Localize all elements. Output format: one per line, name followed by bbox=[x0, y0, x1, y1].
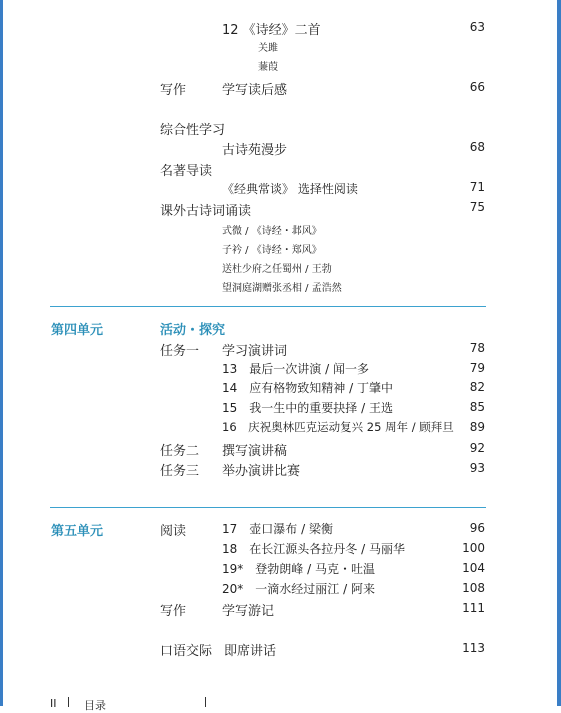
writing-page-1: 66 bbox=[469, 80, 485, 94]
lesson-12-page: 63 bbox=[469, 20, 485, 34]
unit-5-writing-page: 111 bbox=[462, 601, 485, 615]
writing-label-1: 写作 bbox=[160, 83, 187, 98]
unit-5-lesson-20-page: 108 bbox=[462, 581, 485, 595]
unit-5-lesson-17[interactable]: 17 壶口瀑布 / 梁衡 bbox=[222, 522, 333, 536]
unit-5-oral-title[interactable]: 即席讲话 bbox=[224, 644, 277, 659]
writing-title-1[interactable]: 学写读后感 bbox=[222, 83, 288, 98]
unit-5-oral-label: 口语交际 bbox=[160, 644, 213, 659]
classics-guide-page: 71 bbox=[469, 180, 485, 194]
section-divider-2 bbox=[50, 507, 486, 508]
unit-4-lesson-15[interactable]: 15 我一生中的重要抉择 / 王选 bbox=[222, 401, 393, 415]
page-frame-right bbox=[557, 0, 561, 706]
unit-5-writing-label: 写作 bbox=[160, 604, 187, 619]
extra-poem-3[interactable]: 送杜少府之任蜀州 / 王勃 bbox=[222, 264, 332, 275]
classics-guide-label: 名著导读 bbox=[160, 164, 213, 179]
subpoem-jianjia[interactable]: 蒹葭 bbox=[258, 62, 278, 73]
unit-4-lesson-14[interactable]: 14 应有格物致知精神 / 丁肇中 bbox=[222, 381, 393, 395]
unit-5-lesson-19-page: 104 bbox=[462, 561, 485, 575]
unit-4-lesson-15-page: 85 bbox=[469, 400, 485, 414]
unit-4-lesson-16[interactable]: 16 庆祝奥林匹克运动复兴 25 周年 / 顾拜旦 bbox=[222, 420, 454, 434]
unit-4-task-3-page: 93 bbox=[469, 461, 485, 475]
unit-4-task-1-label: 任务一 bbox=[160, 344, 200, 359]
integrated-study-title[interactable]: 古诗苑漫步 bbox=[222, 143, 288, 158]
classics-guide-title[interactable]: 《经典常谈》 选择性阅读 bbox=[222, 182, 358, 196]
unit-5-writing-title[interactable]: 学写游记 bbox=[222, 604, 275, 619]
unit-5-lesson-20[interactable]: 20* 一滴水经过丽江 / 阿来 bbox=[222, 582, 375, 596]
footer-label: 目录 bbox=[84, 699, 106, 712]
integrated-study-label: 综合性学习 bbox=[160, 123, 226, 138]
lesson-12-title[interactable]: 12 《诗经》二首 bbox=[222, 23, 321, 38]
extra-poems-page: 75 bbox=[469, 200, 485, 214]
unit-5-reading-label: 阅读 bbox=[160, 524, 187, 539]
unit-4-lesson-16-page: 89 bbox=[469, 420, 485, 434]
unit-5-oral-page: 113 bbox=[462, 641, 485, 655]
unit-4-task-1-title[interactable]: 学习演讲词 bbox=[222, 344, 288, 359]
unit-5-lesson-19[interactable]: 19* 登勃朗峰 / 马克・吐温 bbox=[222, 562, 375, 576]
unit-4-task-3-label: 任务三 bbox=[160, 464, 200, 479]
unit-4-task-2-title[interactable]: 撰写演讲稿 bbox=[222, 444, 288, 459]
unit-4-task-2-label: 任务二 bbox=[160, 444, 200, 459]
extra-poems-label[interactable]: 课外古诗词诵读 bbox=[160, 204, 252, 219]
unit-4-label: 第四单元 bbox=[51, 323, 104, 338]
extra-poem-4[interactable]: 望洞庭湖赠张丞相 / 孟浩然 bbox=[222, 283, 342, 294]
extra-poem-1[interactable]: 式微 / 《诗经・邶风》 bbox=[222, 226, 322, 237]
unit-5-lesson-18[interactable]: 18 在长江源头各拉丹冬 / 马丽华 bbox=[222, 542, 405, 556]
unit-4-task-1-page: 78 bbox=[469, 341, 485, 355]
unit-5-label: 第五单元 bbox=[51, 524, 104, 539]
integrated-study-page: 68 bbox=[469, 140, 485, 154]
unit-4-task-2-page: 92 bbox=[469, 441, 485, 455]
unit-4-task-3-title[interactable]: 举办演讲比赛 bbox=[222, 464, 301, 479]
unit-4-theme: 活动・探究 bbox=[160, 323, 226, 338]
unit-4-lesson-13[interactable]: 13 最后一次讲演 / 闻一多 bbox=[222, 362, 369, 376]
unit-5-lesson-18-page: 100 bbox=[462, 541, 485, 555]
subpoem-guanju[interactable]: 关雎 bbox=[258, 43, 278, 54]
unit-5-lesson-17-page: 96 bbox=[469, 521, 485, 535]
extra-poem-2[interactable]: 子衿 / 《诗经・郑风》 bbox=[222, 245, 322, 256]
unit-4-lesson-14-page: 82 bbox=[469, 380, 485, 394]
footer-page-number: II bbox=[50, 697, 57, 710]
unit-4-lesson-13-page: 79 bbox=[469, 361, 485, 375]
section-divider-1 bbox=[50, 306, 486, 307]
page-frame-left bbox=[0, 0, 3, 706]
